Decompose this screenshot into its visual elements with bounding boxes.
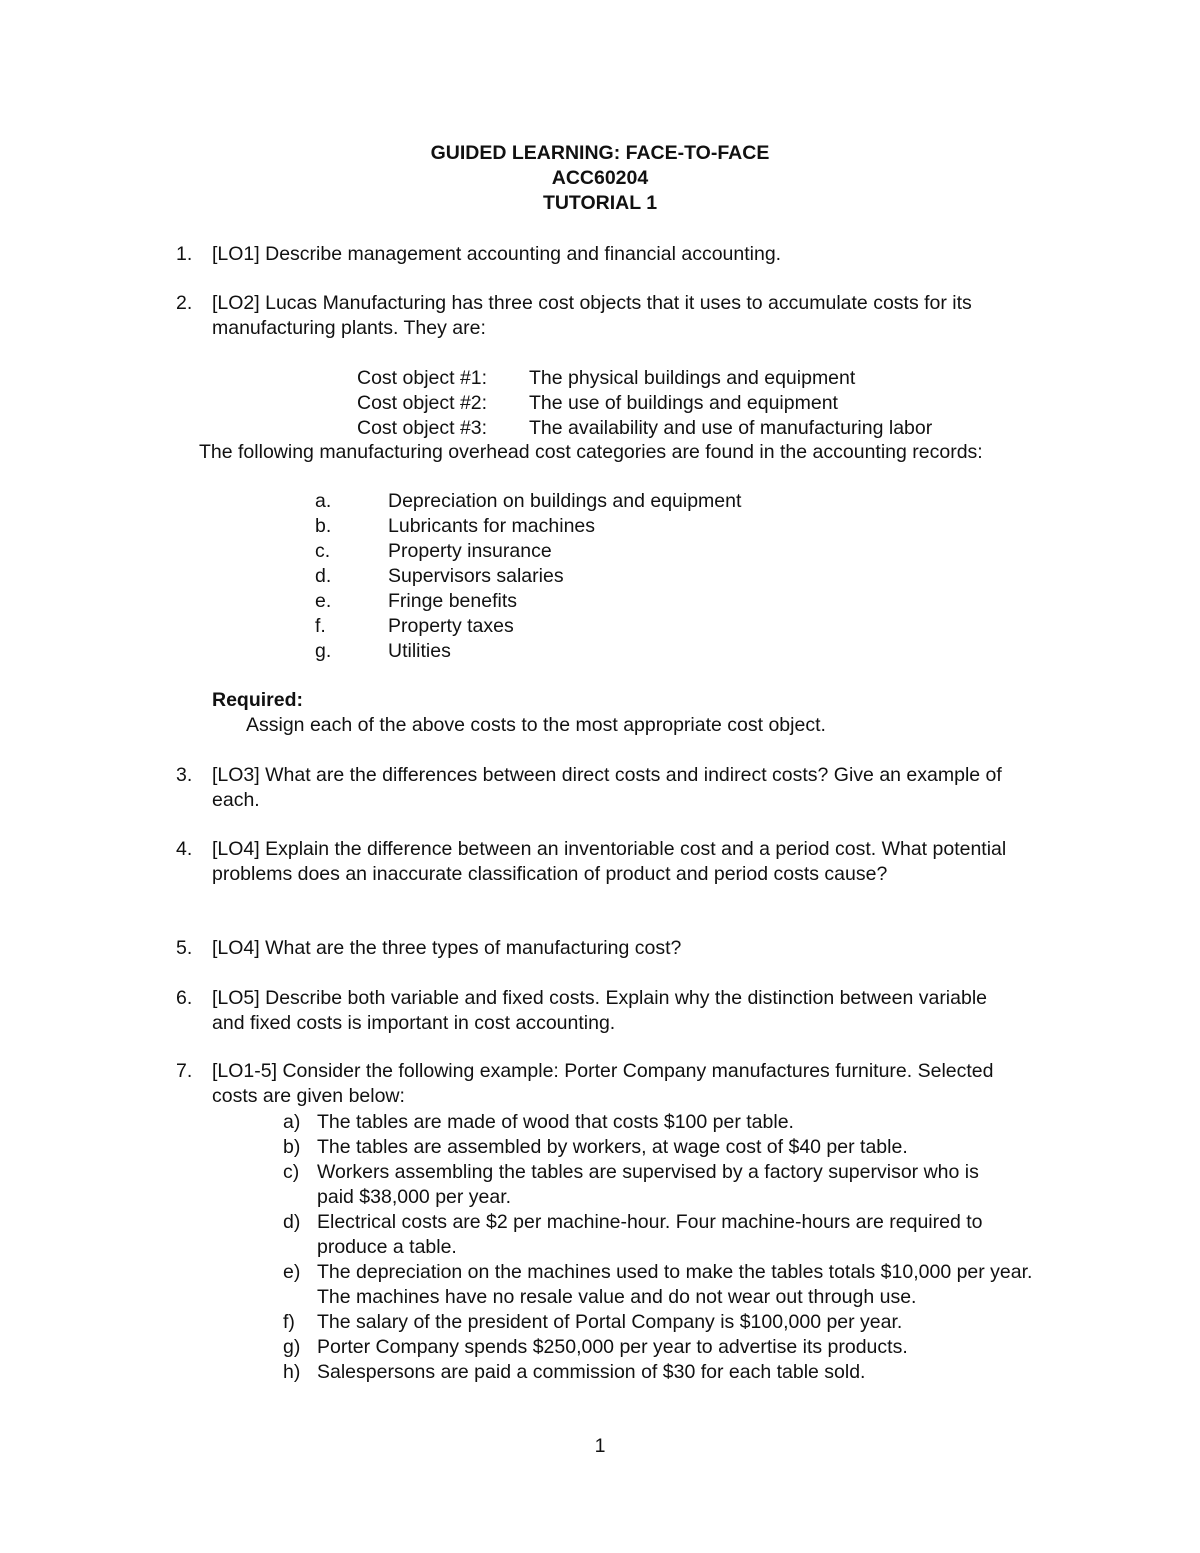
item-text: Salespersons are paid a commission of $30 for each table sold. bbox=[317, 1361, 866, 1383]
item-text: Lubricants for machines bbox=[388, 515, 596, 537]
item-letter: f. bbox=[315, 615, 326, 637]
cost-object-value: The availability and use of manufacturing labor bbox=[529, 417, 933, 439]
item-text: Fringe benefits bbox=[388, 590, 517, 612]
cost-object-label: Cost object #1: bbox=[357, 367, 488, 389]
question-number: 5. bbox=[176, 937, 193, 959]
item-text: The tables are assembled by workers, at wage cost of $40 per table. bbox=[317, 1136, 908, 1158]
item-letter: d) bbox=[283, 1211, 301, 1233]
required-text: Assign each of the above costs to the most appropriate cost object. bbox=[246, 714, 826, 736]
list-item bbox=[283, 1360, 1043, 1385]
cost-object-value: The use of buildings and equipment bbox=[529, 392, 838, 414]
question-number: 2. bbox=[176, 292, 193, 314]
item-text: Workers assembling the tables are supervised by a factory supervisor who is paid $38,000 per year. bbox=[317, 1161, 979, 1208]
question-number: 7. bbox=[176, 1060, 193, 1082]
item-letter: d. bbox=[315, 565, 332, 587]
tutorial-title: TUTORIAL 1 bbox=[542, 192, 658, 214]
list-item bbox=[283, 1260, 1052, 1310]
item-text: Supervisors salaries bbox=[388, 565, 564, 587]
item-letter: c) bbox=[283, 1161, 300, 1183]
question-text: [LO5] Describe both variable and fixed costs. Explain why the distinction between variable and fixed costs is important in cost accounting. bbox=[212, 987, 988, 1034]
item-letter: b) bbox=[283, 1136, 301, 1158]
list-item bbox=[283, 1160, 987, 1210]
question-text: [LO2] Lucas Manufacturing has three cost objects that it uses to accumulate costs for its manufacturing plants. They are: bbox=[212, 292, 972, 339]
list-item bbox=[283, 1310, 1043, 1335]
item-text: The depreciation on the machines used to make the tables totals $10,000 per year. The machines have no resale value and do not wear out through use. bbox=[317, 1261, 1033, 1308]
list-item bbox=[283, 1135, 1043, 1160]
item-text: Property insurance bbox=[388, 540, 552, 562]
item-text: Porter Company spends $250,000 per year to advertise its products. bbox=[317, 1336, 908, 1358]
required-label: Required: bbox=[212, 689, 304, 711]
question-text: [LO3] What are the differences between direct costs and indirect costs? Give an example of each. bbox=[212, 764, 1002, 811]
required-section bbox=[212, 688, 826, 738]
item-text: Depreciation on buildings and equipment bbox=[388, 490, 742, 512]
item-letter: e. bbox=[315, 590, 332, 612]
item-letter: e) bbox=[283, 1261, 301, 1283]
question-number: 4. bbox=[176, 838, 193, 860]
item-letter: a. bbox=[315, 490, 332, 512]
overhead-intro: The following manufacturing overhead cost categories are found in the accounting records: bbox=[199, 441, 983, 463]
cost-object-label: Cost object #3: bbox=[357, 417, 488, 439]
question-text: [LO1] Describe management accounting and financial accounting. bbox=[212, 243, 782, 265]
item-letter: f) bbox=[283, 1311, 295, 1333]
question-text: [LO4] What are the three types of manufacturing cost? bbox=[212, 937, 682, 959]
cost-object-label: Cost object #2: bbox=[357, 392, 488, 414]
list-item bbox=[283, 1110, 1043, 1135]
item-text: Electrical costs are $2 per machine-hour. Four machine-hours are required to produce a table. bbox=[317, 1211, 983, 1258]
item-letter: g) bbox=[283, 1336, 301, 1358]
list-item bbox=[283, 1335, 1043, 1360]
question-text: [LO1-5] Consider the following example: Porter Company manufactures furniture. Selected costs are given below: bbox=[212, 1060, 994, 1107]
selected-costs-list bbox=[283, 1110, 1043, 1385]
item-letter: g. bbox=[315, 640, 332, 662]
course-heading: GUIDED LEARNING: FACE-TO-FACE bbox=[430, 142, 770, 164]
course-code: ACC60204 bbox=[551, 167, 649, 189]
item-letter: b. bbox=[315, 515, 332, 537]
item-letter: a) bbox=[283, 1111, 301, 1133]
question-text: [LO4] Explain the difference between an inventoriable cost and a period cost. What potential problems does an inaccurate classification of product and period costs cause? bbox=[212, 838, 1007, 885]
item-text: Utilities bbox=[388, 640, 451, 662]
page-number: 1 bbox=[594, 1435, 606, 1457]
question-number: 1. bbox=[176, 243, 193, 265]
question-number: 6. bbox=[176, 987, 193, 1009]
question-number: 3. bbox=[176, 764, 193, 786]
item-text: Property taxes bbox=[388, 615, 514, 637]
item-letter: c. bbox=[315, 540, 331, 562]
item-letter: h) bbox=[283, 1361, 301, 1383]
item-text: The tables are made of wood that costs $100 per table. bbox=[317, 1111, 794, 1133]
cost-object-value: The physical buildings and equipment bbox=[529, 367, 856, 389]
document-header bbox=[0, 141, 1200, 216]
list-item bbox=[283, 1210, 987, 1260]
item-text: The salary of the president of Portal Company is $100,000 per year. bbox=[317, 1311, 903, 1333]
